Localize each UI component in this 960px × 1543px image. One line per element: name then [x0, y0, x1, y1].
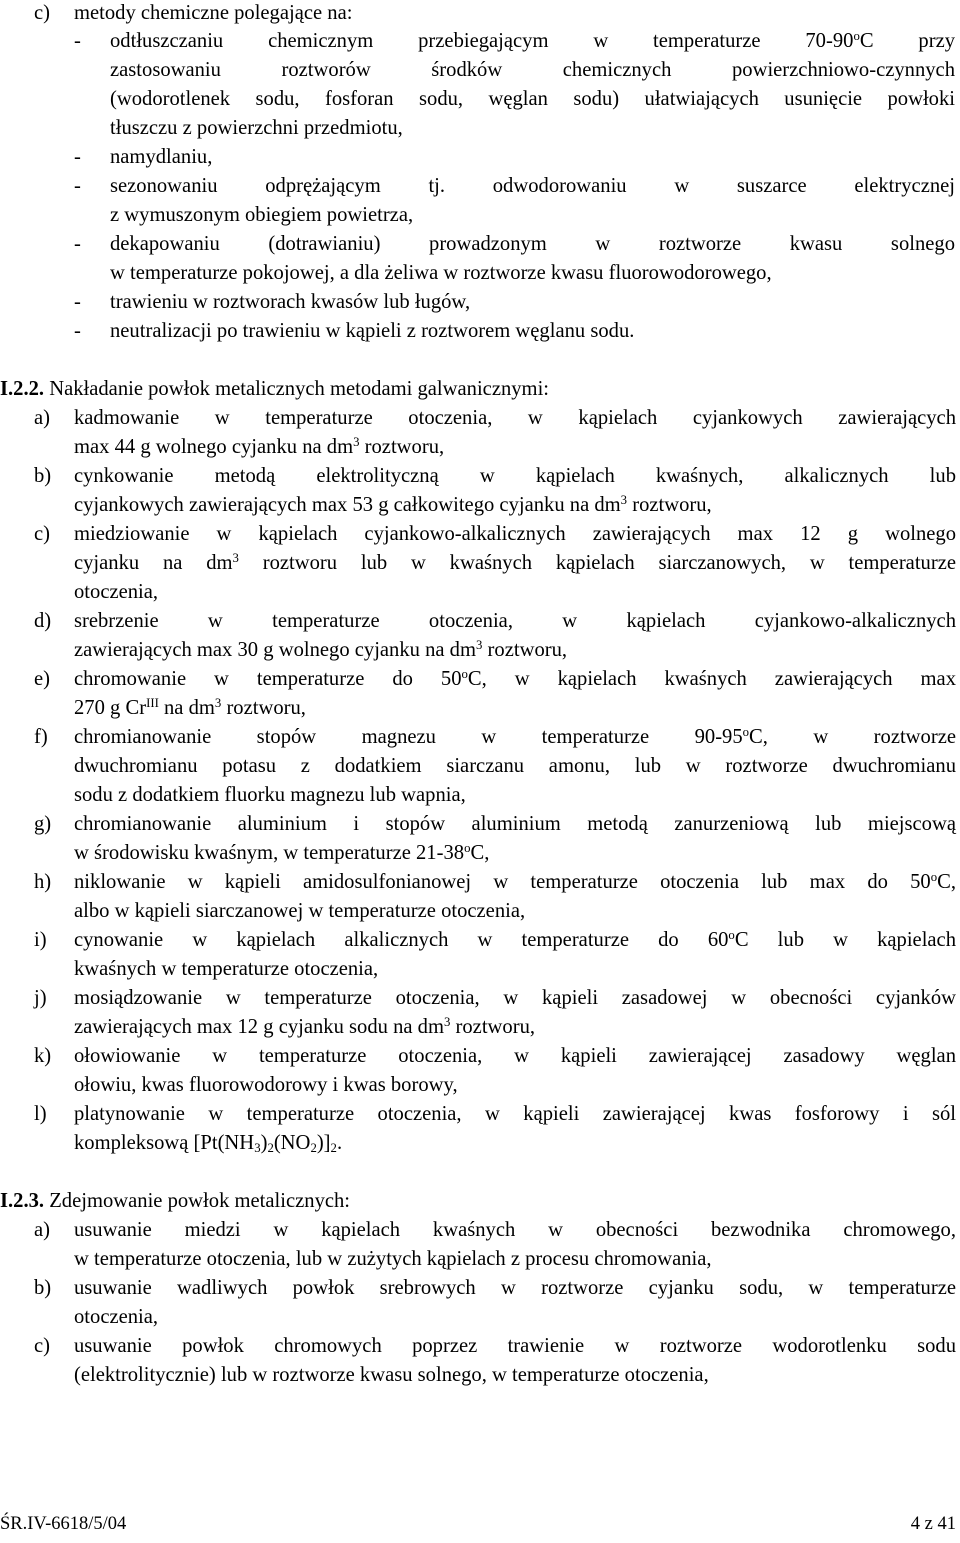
- list-marker: k): [34, 1045, 52, 1067]
- list-item-text: kompleksową $[Pt(NH_3)_2(NO_2)]_2$.: [74, 1132, 343, 1156]
- list-item-text: chromianowanie stopów magnezu w temperaturze 90-95$^o$C, w roztworze: [74, 724, 956, 748]
- list-item-text: usuwanie miedzi w kąpielach kwaśnych w obecności bezwodnika chromowego,: [74, 1219, 956, 1241]
- list-item-text: max 44 g wolnego cyjanku na $dm^3$ roztworu,: [74, 434, 445, 458]
- list-item-text: chromianowanie aluminium i stopów aluminium metodą zanurzeniową lub miejscową: [74, 813, 956, 835]
- list-item-text: albo w kąpieli siarczanowej w temperaturze otoczenia,: [74, 900, 526, 922]
- bullet-marker: -: [74, 30, 81, 52]
- section-number: I.2.2.: [0, 378, 45, 400]
- section-title: metody chemiczne polegające na:: [74, 2, 353, 24]
- list-marker: b): [34, 1277, 52, 1299]
- list-item-text: cynkowanie metodą elektrolityczną w kąpielach kwaśnych, alkalicznych lub: [74, 465, 956, 487]
- list-item-text: dekapowaniu (dotrawianiu) prowadzonym w roztworze kwasu solnego: [110, 233, 955, 255]
- list-marker: l): [34, 1103, 47, 1125]
- list-item-text: trawieniu w roztworach kwasów lub ługów,: [110, 291, 471, 313]
- bullet-marker: -: [74, 320, 81, 342]
- list-item-text: w środowisku kwaśnym, w temperaturze 21-38$^o$C,: [74, 840, 490, 864]
- list-item-text: w temperaturze otoczenia, lub w zużytych kąpielach z procesu chromowania,: [74, 1248, 712, 1270]
- list-item-text: zawierających max 12 g cyjanku sodu na $dm^3$ roztworu,: [74, 1014, 536, 1038]
- list-marker: h): [34, 871, 52, 893]
- list-item-text: ołowiu, kwas fluorowodorowy i kwas borowy,: [74, 1074, 458, 1096]
- list-item-text: w temperaturze pokojowej, a dla żeliwa w roztworze kwasu fluorowodorowego,: [110, 262, 772, 284]
- list-marker: c): [34, 2, 50, 24]
- list-item-text: namydlaniu,: [110, 146, 213, 168]
- list-item-text: zawierających max 30 g wolnego cyjanku na $dm^3$ roztworu,: [74, 637, 568, 661]
- list-marker: f): [34, 726, 48, 748]
- list-item-text: z wymuszonym obiegiem powietrza,: [110, 204, 414, 226]
- section-heading: [0, 375, 549, 404]
- section-title: Nakładanie powłok metalicznych metodami galwanicznymi:: [49, 378, 550, 400]
- list-item-text: tłuszczu z powierzchni przedmiotu,: [110, 117, 403, 139]
- list-item-text: kadmowanie w temperaturze otoczenia, w kąpielach cyjankowych zawierających: [74, 407, 956, 429]
- section-number: I.2.3.: [0, 1190, 45, 1212]
- list-marker: j): [34, 987, 47, 1009]
- list-item-text: sodu z dodatkiem fluorku magnezu lub wapnia,: [74, 784, 466, 806]
- list-marker: e): [34, 668, 50, 690]
- list-item-text: sezonowaniu odprężającym tj. odwodorowaniu w suszarce elektrycznej: [110, 175, 955, 197]
- list-item-text: srebrzenie w temperaturze otoczenia, w kąpielach cyjankowo-alkalicznych: [74, 610, 956, 632]
- bullet-marker: -: [74, 291, 81, 313]
- list-item-text: neutralizacji po trawieniu w kąpieli z roztworem węglanu sodu.: [110, 320, 635, 342]
- section-title: Zdejmowanie powłok metalicznych:: [49, 1190, 351, 1212]
- list-marker: c): [34, 523, 50, 545]
- list-item-text: odtłuszczaniu chemicznym przebiegającym w temperaturze 70-90$^o$C przy: [110, 28, 956, 52]
- list-marker: b): [34, 465, 52, 487]
- page-number: 4 z 41: [910, 1514, 956, 1534]
- list-item-text: (elektrolitycznie) lub w roztworze kwasu solnego, w temperaturze otoczenia,: [74, 1364, 709, 1386]
- section-heading: [0, 1187, 350, 1216]
- bullet-marker: -: [74, 175, 81, 197]
- list-item-text: chromowanie w temperaturze do 50$^o$C, w kąpielach kwaśnych zawierających max: [74, 666, 956, 690]
- list-item-text: mosiądzowanie w temperaturze otoczenia, w kąpieli zasadowej w obecności cyjanków: [74, 987, 956, 1009]
- list-item-text: ołowiowanie w temperaturze otoczenia, w kąpieli zawierającej zasadowy węglan: [74, 1045, 956, 1067]
- list-item-text: kwaśnych w temperaturze otoczenia,: [74, 958, 379, 980]
- list-item-text: platynowanie w temperaturze otoczenia, w kąpieli zawierającej kwas fosforowy i sól: [74, 1103, 956, 1125]
- list-item-text: cynowanie w kąpielach alkalicznych w temperaturze do 60$^o$C lub w kąpielach: [74, 927, 956, 951]
- list-marker: i): [34, 929, 47, 951]
- list-item-text: otoczenia,: [74, 1306, 159, 1328]
- list-item-text: usuwanie powłok chromowych poprzez trawienie w roztworze wodorotlenku sodu: [74, 1335, 956, 1357]
- list-marker: c): [34, 1335, 50, 1357]
- list-item-text: 270 g $Cr^{III}$ na $dm^3$ roztworu,: [74, 695, 306, 719]
- bullet-marker: -: [74, 233, 81, 255]
- list-item-text: dwuchromianu potasu z dodatkiem siarczanu amonu, lub w roztworze dwuchromianu: [74, 755, 956, 777]
- list-item-text: otoczenia,: [74, 581, 159, 603]
- list-item-text: (wodorotlenek sodu, fosforan sodu, węglan sodu) ułatwiających usunięcie powłoki: [110, 88, 955, 110]
- document-id: ŚR.IV-6618/5/04: [0, 1514, 127, 1534]
- list-marker: a): [34, 1219, 50, 1241]
- list-item-text: cyjanku na $dm^3$ roztworu lub w kwaśnych kąpielach siarczanowych, w temperaturze: [74, 550, 956, 574]
- list-item-text: usuwanie wadliwych powłok srebrowych w roztworze cyjanku sodu, w temperaturze: [74, 1277, 956, 1299]
- list-item-text: niklowanie w kąpieli amidosulfonianowej w temperaturze otoczenia lub max do 50$^o$C,: [74, 869, 956, 893]
- list-marker: a): [34, 407, 50, 429]
- list-item-text: zastosowaniu roztworów środków chemicznych powierzchniowo-czynnych: [110, 59, 955, 81]
- list-item-text: cyjankowych zawierających max 53 g całkowitego cyjanku na $dm^3$ roztworu,: [74, 492, 712, 516]
- bullet-marker: -: [74, 146, 81, 168]
- list-marker: d): [34, 610, 52, 632]
- list-item-text: miedziowanie w kąpielach cyjankowo-alkalicznych zawierających max 12 g wolnego: [74, 523, 956, 545]
- list-marker: g): [34, 813, 52, 835]
